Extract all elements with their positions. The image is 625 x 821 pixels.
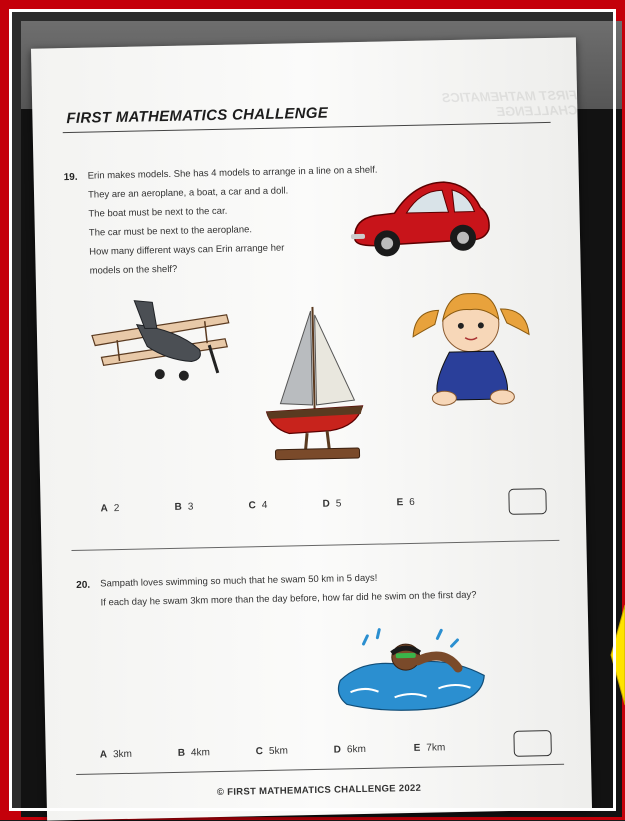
option-value: 2	[114, 503, 120, 514]
option-value: 4	[262, 500, 268, 511]
answer-box-19[interactable]	[508, 488, 547, 515]
question-20-line: If each day he swam 3km more than the day before, how far did he swim on the first day?	[100, 590, 476, 609]
question-20-number: 20.	[76, 580, 90, 591]
option-letter: C	[248, 500, 255, 511]
option-letter: A	[100, 749, 107, 760]
option-e[interactable]	[396, 497, 414, 508]
boat-image	[256, 300, 369, 467]
option-value: 4km	[191, 747, 210, 758]
option-value: 7km	[426, 742, 445, 753]
option-letter: E	[396, 497, 403, 508]
option-a[interactable]	[100, 749, 132, 761]
option-letter: A	[101, 503, 108, 514]
car-image	[344, 167, 496, 270]
option-value: 5km	[269, 746, 288, 757]
question-19-line: They are an aeroplane, a boat, a car and a doll.	[88, 185, 288, 200]
option-e[interactable]	[414, 742, 446, 754]
question-19-number: 19.	[64, 172, 78, 183]
option-value: 3km	[113, 749, 132, 760]
option-b[interactable]	[174, 501, 193, 512]
question-19-line: models on the shelf?	[90, 264, 178, 277]
option-letter: D	[322, 499, 329, 510]
option-letter: D	[334, 744, 341, 755]
option-letter: B	[174, 502, 181, 513]
option-value: 5	[336, 498, 342, 509]
question-divider	[71, 540, 559, 551]
question-20-line: Sampath loves swimming so much that he swam 50 km in 5 days!	[100, 573, 377, 590]
question-19-line: The car must be next to the aeroplane.	[89, 224, 252, 238]
question-19-line: The boat must be next to the car.	[88, 206, 227, 220]
page-title: FIRST MATHEMATICS CHALLENGE	[66, 105, 328, 127]
option-a[interactable]	[101, 503, 120, 514]
worksheet-page	[31, 37, 592, 820]
star-icon	[605, 605, 625, 705]
footer-rule	[76, 764, 564, 775]
swimmer-image	[333, 617, 495, 720]
option-c[interactable]	[248, 500, 267, 511]
doll-image	[408, 278, 536, 411]
option-value: 3	[188, 501, 194, 512]
option-d[interactable]	[322, 498, 341, 509]
aeroplane-image	[86, 293, 238, 391]
option-value: 6	[409, 497, 415, 508]
show-through-text: FIRST MATHEMATICS CHALLENGE	[362, 87, 578, 121]
option-letter: E	[414, 743, 421, 754]
option-letter: C	[256, 746, 263, 757]
question-19-line: Erin makes models. She has 4 models to arrange in a line on a shelf.	[88, 165, 378, 182]
question-19-line: How many different ways can Erin arrange her	[89, 243, 284, 258]
footer-copyright: © FIRST MATHEMATICS CHALLENGE 2022	[47, 779, 592, 801]
option-letter: B	[178, 748, 185, 759]
option-c[interactable]	[256, 746, 288, 758]
option-value: 6km	[347, 744, 366, 755]
option-b[interactable]	[178, 747, 210, 759]
option-d[interactable]	[334, 744, 366, 756]
answer-box-20[interactable]	[513, 730, 552, 757]
